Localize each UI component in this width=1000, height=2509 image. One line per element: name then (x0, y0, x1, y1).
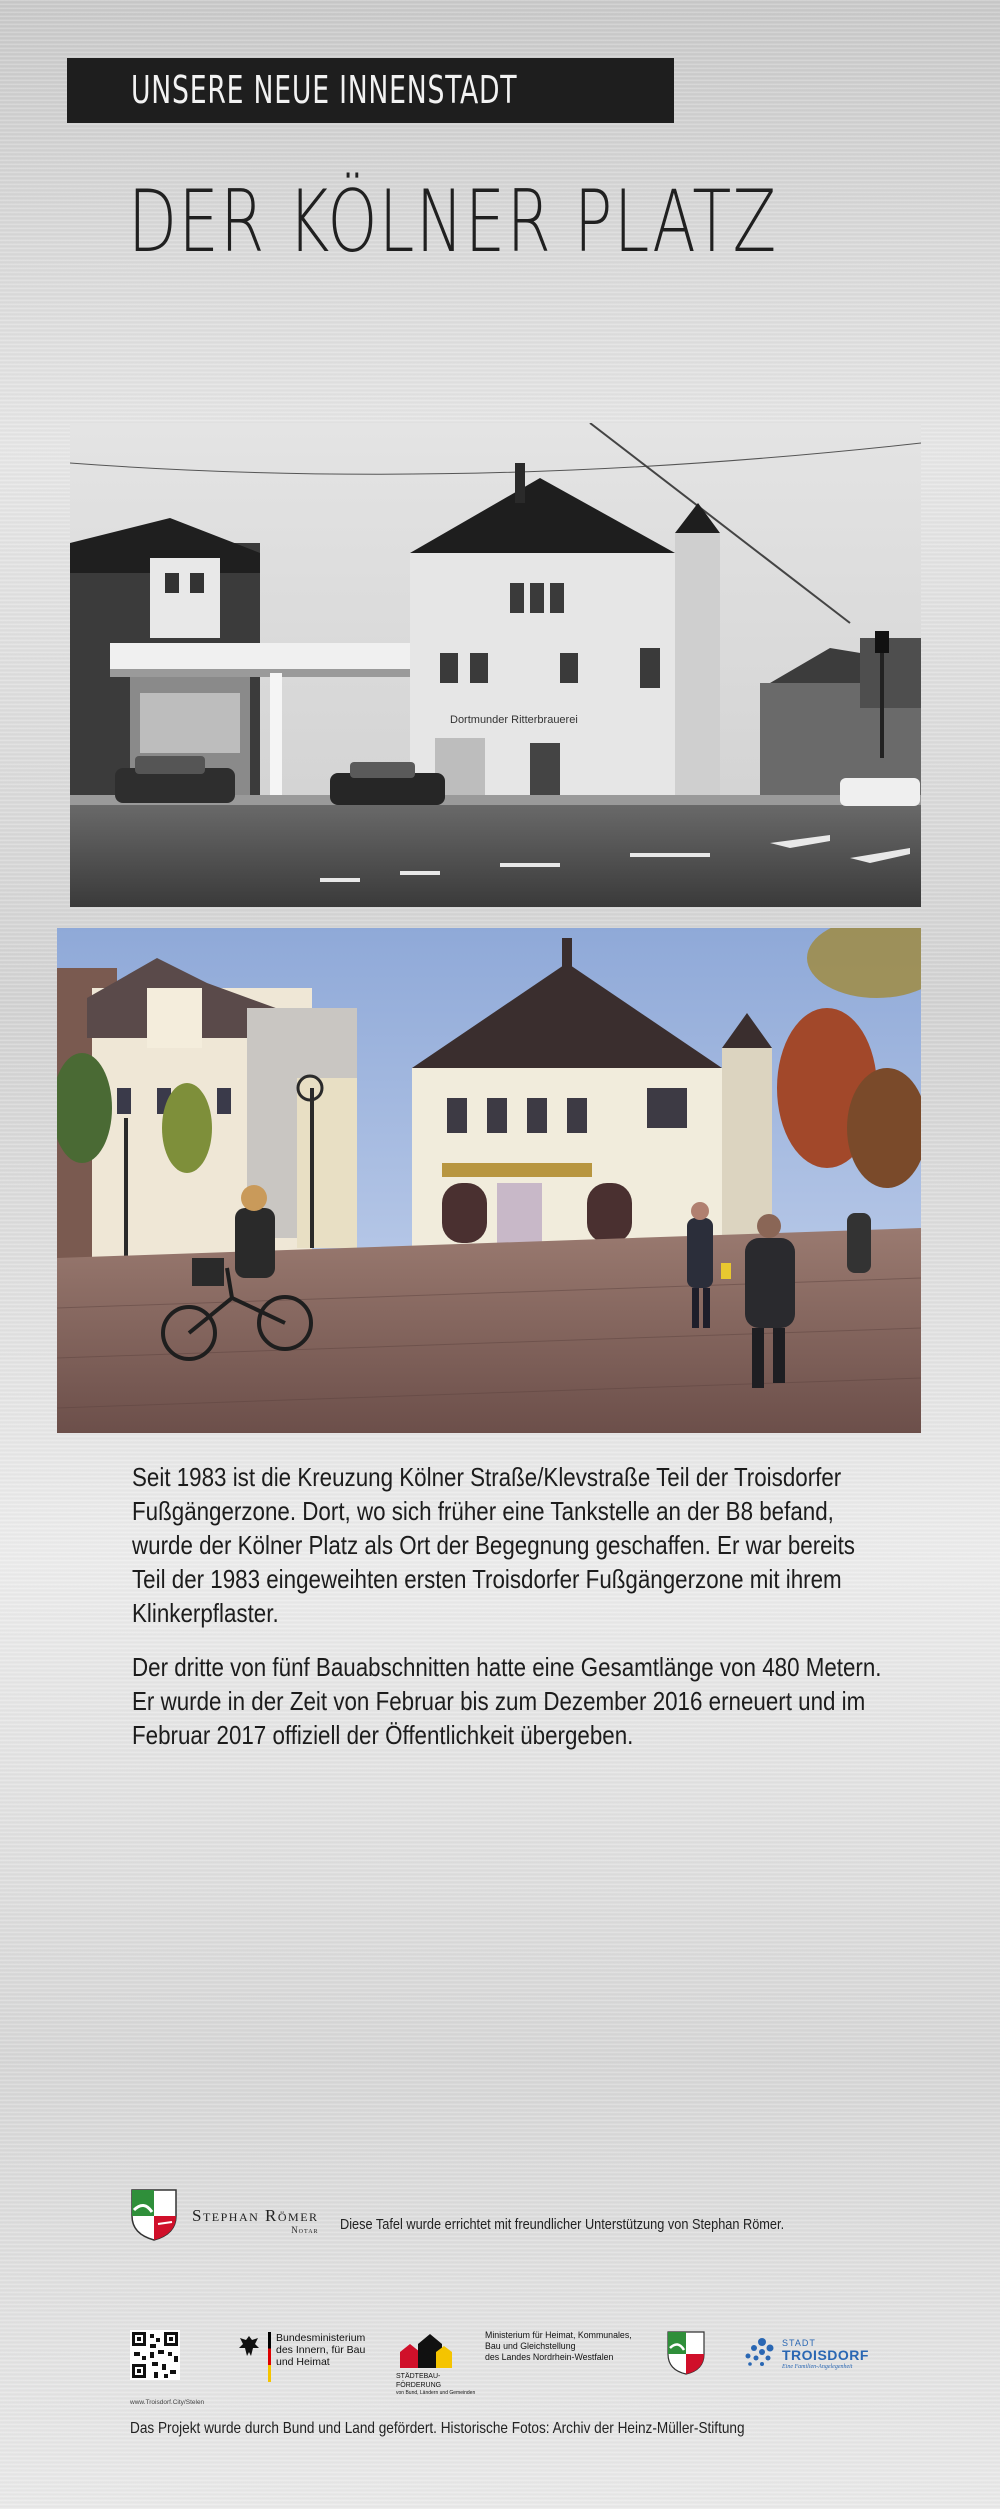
federal-eagle-icon (238, 2334, 260, 2358)
troisdorf-dots-icon (742, 2336, 776, 2370)
kicker-bar (67, 58, 674, 123)
sponsor-row (130, 2188, 890, 2248)
qr-code-icon (130, 2330, 180, 2380)
kicker-text: UNSERE NEUE INNENSTADT (131, 68, 518, 112)
nrw-crest-small-icon (666, 2330, 706, 2376)
bmi-flag-stripe (268, 2332, 271, 2382)
qr-url: www.Troisdorf.City/Stelen (130, 2399, 205, 2406)
funding-logos (130, 2330, 910, 2410)
historic-photo (70, 423, 921, 907)
romer-name: Stephan Römer (192, 2206, 319, 2225)
page-title: DER KÖLNER PLATZ (128, 172, 778, 272)
sponsor-text: Diese Tafel wurde errichtet mit freundlicher Unterstützung von Stephan Römer. (340, 2216, 785, 2233)
body-text (132, 1460, 892, 1772)
current-photo (57, 928, 921, 1433)
romer-subtitle: Notar (291, 2225, 319, 2235)
staedtebau-logo (396, 2330, 476, 2400)
paragraph-1: Seit 1983 ist die Kreuzung Kölner Straße/Klevstraße Teil der Troisdorfer Fußgängerzone. Dort, wo sich früher eine Tankstelle an der B8 befand, wurde der Kölner Platz als Ort der Begegnung geschaffen. Er war bereits Teil der 1983 eingeweihten ersten Troisdorfer Fußgängerzone mit ihrem Klinkerpflaster. (132, 1462, 855, 1628)
ministerium-text: Ministerium für Heimat, Kommunales, Bau und Gleichstellung des Landes Nordrhein-Westfalen (485, 2330, 632, 2362)
troisdorf-text: STADT TROISDORF Eine Familien-Angelegenheit (782, 2338, 869, 2370)
bmi-logo (238, 2330, 378, 2390)
troisdorf-logo[interactable] (742, 2330, 882, 2380)
ministerium-nrw-logo (485, 2330, 655, 2380)
historic-sign: Dortmunder Ritterbrauerei (450, 714, 578, 726)
romer-logo (192, 2206, 319, 2235)
bmi-text: Bundesministerium des Innern, für Bau und Heimat (276, 2332, 366, 2368)
houses-icon (396, 2330, 456, 2370)
nrw-logo (666, 2330, 706, 2376)
nrw-crest-icon (130, 2188, 178, 2242)
qr-code[interactable] (130, 2330, 180, 2380)
staedtebau-text: STÄDTEBAU- FÖRDERUNG von Bund, Ländern und Gemeinden (396, 2373, 476, 2396)
paragraph-2: Der dritte von fünf Bauabschnitten hatte eine Gesamtlänge von 480 Metern. Er wurde in der Zeit von Februar bis zum Dezember 2016 erneuert und im Februar 2017 offiziell der Öffentlichkeit übergeben. (132, 1652, 882, 1750)
footer-note: Das Projekt wurde durch Bund und Land gefördert. Historische Fotos: Archiv der Heinz-Müller-Stiftung (130, 2420, 745, 2437)
